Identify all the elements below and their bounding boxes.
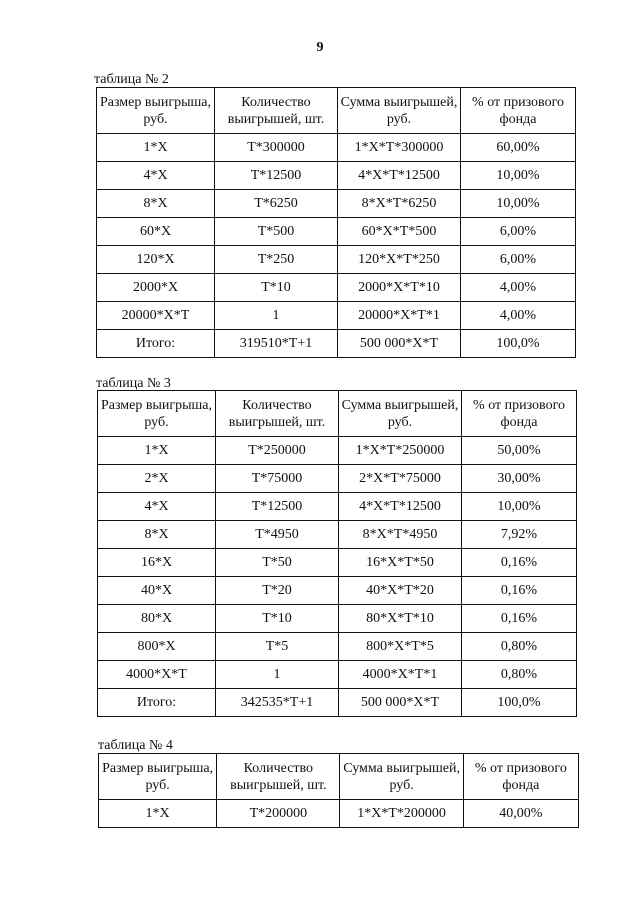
prize-sum-cell: 2*Х*Т*75000 (339, 465, 462, 493)
prize-sum-cell: 800*Х*Т*5 (339, 633, 462, 661)
fund-percent-cell: 0,80% (462, 661, 577, 689)
table-row (98, 437, 577, 465)
fund-percent-cell: 0,80% (462, 633, 577, 661)
fund-percent-cell: 10,00% (462, 493, 577, 521)
fund-percent-cell: 60,00% (461, 134, 576, 162)
prize-sum-cell: 1*Х*Т*200000 (340, 800, 463, 828)
table-2-caption: таблица № 2 (94, 72, 169, 87)
prize-size-cell: 16*Х (98, 549, 216, 577)
fund-percent-cell: 6,00% (461, 246, 576, 274)
column-header: % от призового фонда (463, 754, 578, 800)
table-row (98, 465, 577, 493)
prize-sum-cell: 500 000*Х*Т (339, 689, 462, 717)
prize-size-cell: 8*Х (98, 521, 216, 549)
fund-percent-cell: 100,0% (461, 330, 576, 358)
prize-count-cell: Т*6250 (215, 190, 338, 218)
fund-percent-cell: 40,00% (463, 800, 578, 828)
prize-table-4 (98, 753, 579, 828)
column-header: Количество выигрышей, шт. (215, 88, 338, 134)
prize-count-cell: Т*20 (216, 577, 339, 605)
table-row (98, 605, 577, 633)
prize-count-cell: Т*4950 (216, 521, 339, 549)
prize-sum-cell: 40*Х*Т*20 (339, 577, 462, 605)
prize-sum-cell: 120*Х*Т*250 (338, 246, 461, 274)
column-header: Размер выигрыша, руб. (98, 391, 216, 437)
prize-count-cell: Т*75000 (216, 465, 339, 493)
prize-size-cell: 1*Х (97, 134, 215, 162)
table-row (97, 190, 576, 218)
fund-percent-cell: 6,00% (461, 218, 576, 246)
prize-count-cell: Т*12500 (215, 162, 338, 190)
prize-sum-cell: 8*Х*Т*4950 (339, 521, 462, 549)
table-row (98, 493, 577, 521)
prize-count-cell: Т*500 (215, 218, 338, 246)
prize-size-cell: 1*Х (98, 437, 216, 465)
prize-size-cell: 80*Х (98, 605, 216, 633)
fund-percent-cell: 30,00% (462, 465, 577, 493)
table-row (97, 134, 576, 162)
page-number: 9 (316, 40, 324, 55)
fund-percent-cell: 0,16% (462, 605, 577, 633)
table-row (98, 689, 577, 717)
prize-count-cell: Т*5 (216, 633, 339, 661)
fund-percent-cell: 0,16% (462, 549, 577, 577)
prize-count-cell: Т*12500 (216, 493, 339, 521)
table-row (99, 800, 579, 828)
table-row (97, 274, 576, 302)
column-header: % от призового фонда (462, 391, 577, 437)
table-4-caption: таблица № 4 (98, 738, 173, 753)
prize-sum-cell: 80*Х*Т*10 (339, 605, 462, 633)
prize-count-cell: 1 (215, 302, 338, 330)
prize-size-cell: 120*Х (97, 246, 215, 274)
prize-count-cell: Т*10 (216, 605, 339, 633)
prize-sum-cell: 1*Х*Т*250000 (339, 437, 462, 465)
prize-table-3 (97, 390, 577, 717)
prize-sum-cell: 16*Х*Т*50 (339, 549, 462, 577)
fund-percent-cell: 10,00% (461, 162, 576, 190)
column-header: Размер выигрыша, руб. (97, 88, 215, 134)
prize-sum-cell: 1*Х*Т*300000 (338, 134, 461, 162)
fund-percent-cell: 4,00% (461, 274, 576, 302)
prize-size-cell: 2000*Х (97, 274, 215, 302)
prize-count-cell: 1 (216, 661, 339, 689)
prize-count-cell: Т*250 (215, 246, 338, 274)
prize-table-2 (96, 87, 576, 358)
prize-count-cell: 342535*Т+1 (216, 689, 339, 717)
table-3-caption: таблица № 3 (96, 376, 171, 391)
table-row (98, 633, 577, 661)
table-row (97, 218, 576, 246)
table-row (97, 246, 576, 274)
table-header-row (97, 88, 576, 134)
column-header: % от призового фонда (461, 88, 576, 134)
prize-count-cell: Т*10 (215, 274, 338, 302)
table-row (97, 330, 576, 358)
table-row (98, 661, 577, 689)
fund-percent-cell: 100,0% (462, 689, 577, 717)
fund-percent-cell: 7,92% (462, 521, 577, 549)
prize-size-cell: 20000*Х*Т (97, 302, 215, 330)
prize-count-cell: Т*300000 (215, 134, 338, 162)
prize-count-cell: Т*50 (216, 549, 339, 577)
fund-percent-cell: 4,00% (461, 302, 576, 330)
column-header: Сумма выигрышей, руб. (339, 391, 462, 437)
prize-size-cell: Итого: (98, 689, 216, 717)
prize-sum-cell: 60*Х*Т*500 (338, 218, 461, 246)
prize-sum-cell: 20000*Х*Т*1 (338, 302, 461, 330)
prize-sum-cell: 4000*Х*Т*1 (339, 661, 462, 689)
prize-size-cell: 4*Х (98, 493, 216, 521)
table-row (98, 521, 577, 549)
prize-sum-cell: 4*Х*Т*12500 (339, 493, 462, 521)
table-header-row (99, 754, 579, 800)
prize-count-cell: Т*200000 (217, 800, 340, 828)
column-header: Количество выигрышей, шт. (217, 754, 340, 800)
table-row (98, 577, 577, 605)
fund-percent-cell: 10,00% (461, 190, 576, 218)
prize-sum-cell: 2000*Х*Т*10 (338, 274, 461, 302)
prize-count-cell: 319510*Т+1 (215, 330, 338, 358)
column-header: Сумма выигрышей, руб. (340, 754, 463, 800)
prize-size-cell: 40*Х (98, 577, 216, 605)
prize-size-cell: 4*Х (97, 162, 215, 190)
prize-size-cell: 2*Х (98, 465, 216, 493)
prize-sum-cell: 8*Х*Т*6250 (338, 190, 461, 218)
fund-percent-cell: 50,00% (462, 437, 577, 465)
prize-size-cell: 8*Х (97, 190, 215, 218)
prize-size-cell: 60*Х (97, 218, 215, 246)
fund-percent-cell: 0,16% (462, 577, 577, 605)
prize-count-cell: Т*250000 (216, 437, 339, 465)
prize-sum-cell: 4*Х*Т*12500 (338, 162, 461, 190)
column-header: Сумма выигрышей, руб. (338, 88, 461, 134)
prize-size-cell: Итого: (97, 330, 215, 358)
prize-size-cell: 4000*Х*Т (98, 661, 216, 689)
prize-size-cell: 1*Х (99, 800, 217, 828)
table-row (97, 162, 576, 190)
table-header-row (98, 391, 577, 437)
table-row (98, 549, 577, 577)
column-header: Количество выигрышей, шт. (216, 391, 339, 437)
prize-sum-cell: 500 000*Х*Т (338, 330, 461, 358)
column-header: Размер выигрыша, руб. (99, 754, 217, 800)
table-row (97, 302, 576, 330)
prize-size-cell: 800*Х (98, 633, 216, 661)
